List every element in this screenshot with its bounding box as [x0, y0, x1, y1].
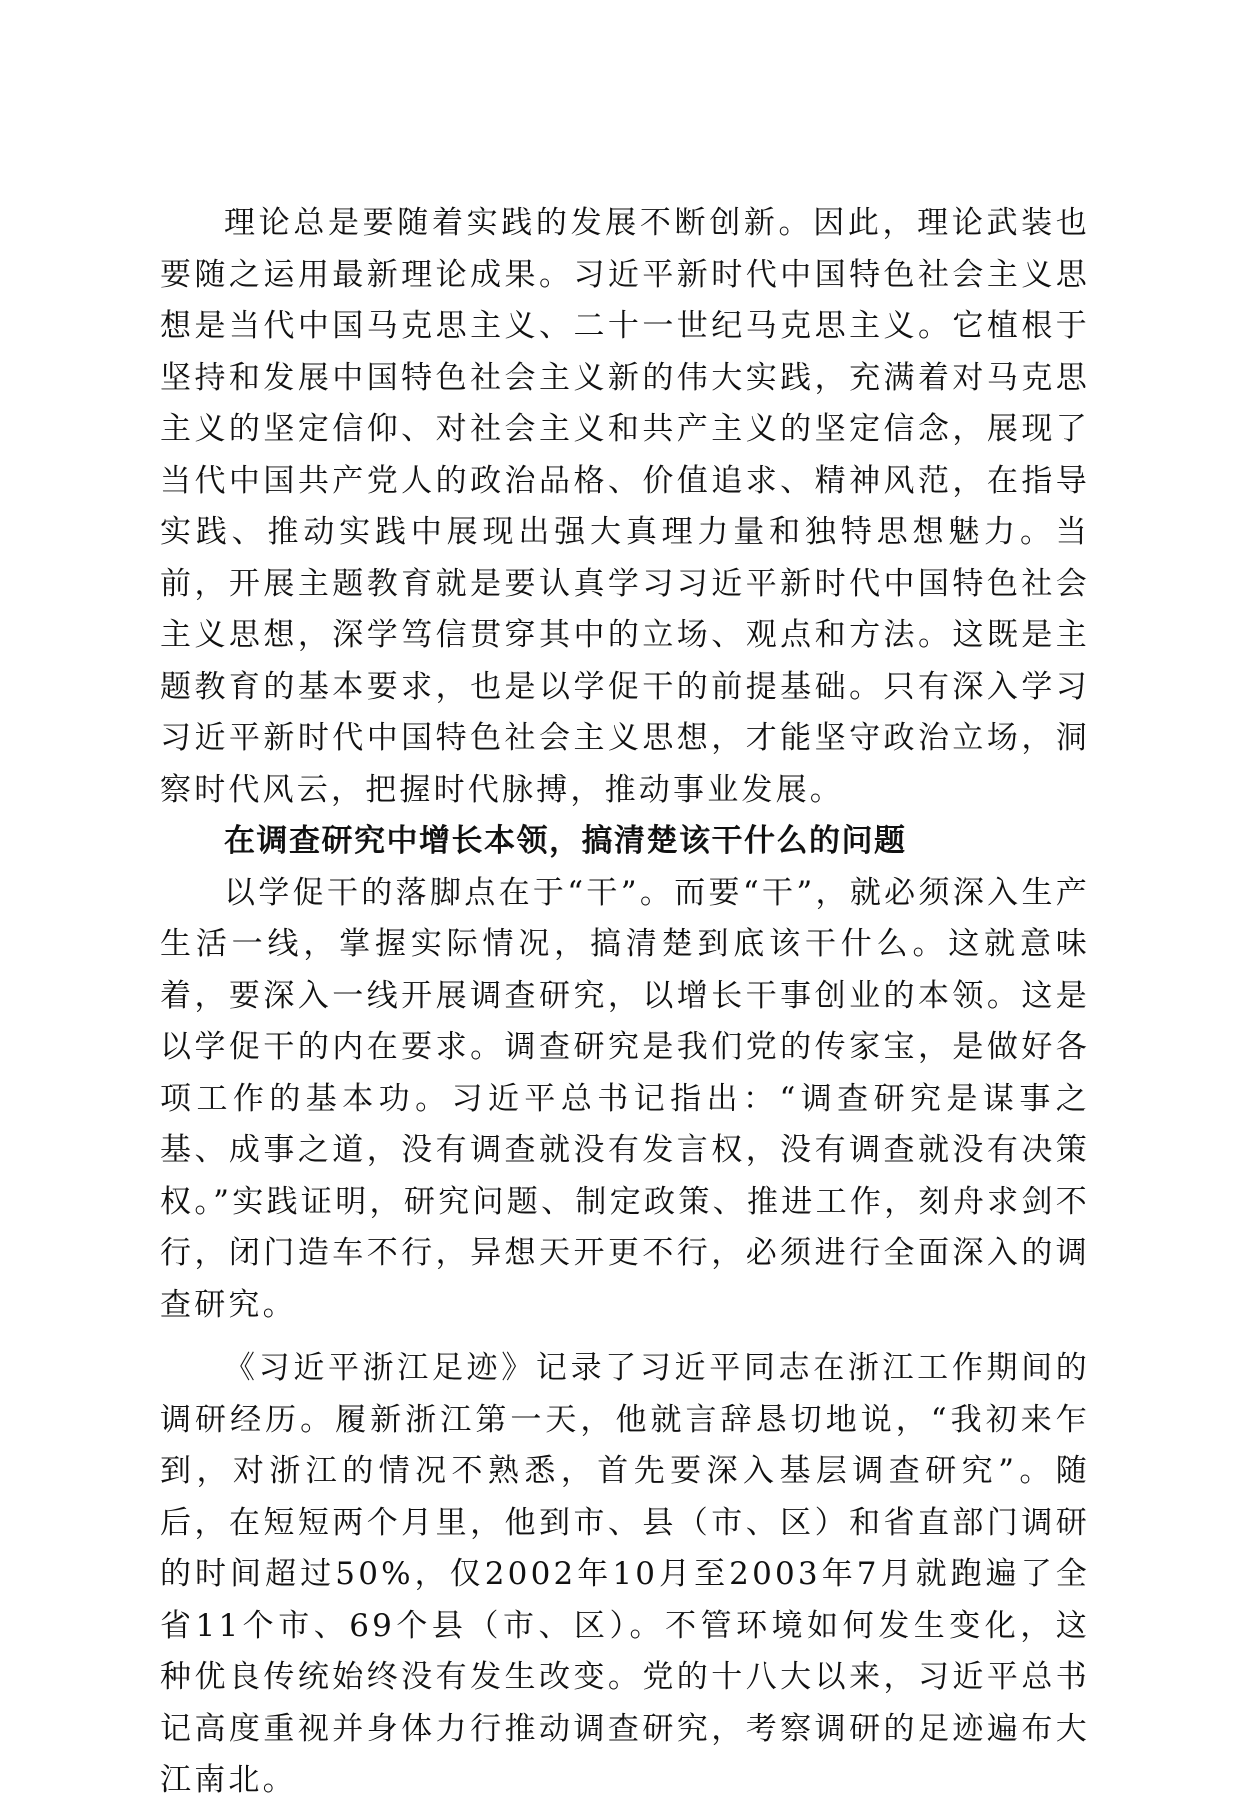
body-paragraph-1: 理论总是要随着实践的发展不断创新。因此，理论武装也要随之运用最新理论成果。习近平新时代中国特色社会主义思想是当代中国马克思主义、二十一世纪马克思主义。它植根于坚持和发展中国特色社会主义新的伟大实践，充满着对马克思主义的坚定信仰、对社会主义和共产主义的坚定信念，展现了当代中国共产党人的政治品格、价值追求、精神风范，在指导实践、推动实践中展现出强大真理力量和独特思想魅力。当前，开展主题教育就是要认真学习习近平新时代中国特色社会主义思想，深学笃信贯穿其中的立场、观点和方法。这既是主题教育的基本要求，也是以学促干的前提基础。只有深入学习习近平新时代中国特色社会主义思想，才能坚守政治立场，洞察时代风云，把握时代脉搏，推动事业发展。: [160, 205, 1090, 808]
body-paragraph-2: 以学促干的落脚点在于“干”。而要“干”，就必须深入生产生活一线，掌握实际情况，搞清楚到底该干什么。这就意味着，要深入一线开展调查研究，以增长干事创业的本领。这是以学促干的内在要求。调查研究是我们党的传家宝，是做好各项工作的基本功。习近平总书记指出：“调查研究是谋事之基、成事之道，没有调查就没有发言权，没有调查就没有决策权。”实践证明，研究问题、制定政策、推进工作，刻舟求剑不行，闭门造车不行，异想天开更不行，必须进行全面深入的调查研究。: [160, 874, 1090, 1323]
document-page: [160, 198, 1090, 1807]
paragraph-gap: [160, 1331, 1090, 1343]
body-paragraph-3: 《习近平浙江足迹》记录了习近平同志在浙江工作期间的调研经历。履新浙江第一天，他就言辞恳切地说，“我初来乍到，对浙江的情况不熟悉，首先要深入基层调查研究”。随后，在短短两个月里，他到市、县（市、区）和省直部门调研的时间超过50%，仅2002年10月至2003年7月就跑遍了全省11个市、69个县（市、区）。不管环境如何发生变化，这种优良传统始终没有发生改变。党的十八大以来，习近平总书记高度重视并身体力行推动调查研究，考察调研的足迹遍布大江南北。: [160, 1350, 1090, 1798]
section-heading: 在调查研究中增长本领，搞清楚该干什么的问题: [224, 823, 907, 859]
